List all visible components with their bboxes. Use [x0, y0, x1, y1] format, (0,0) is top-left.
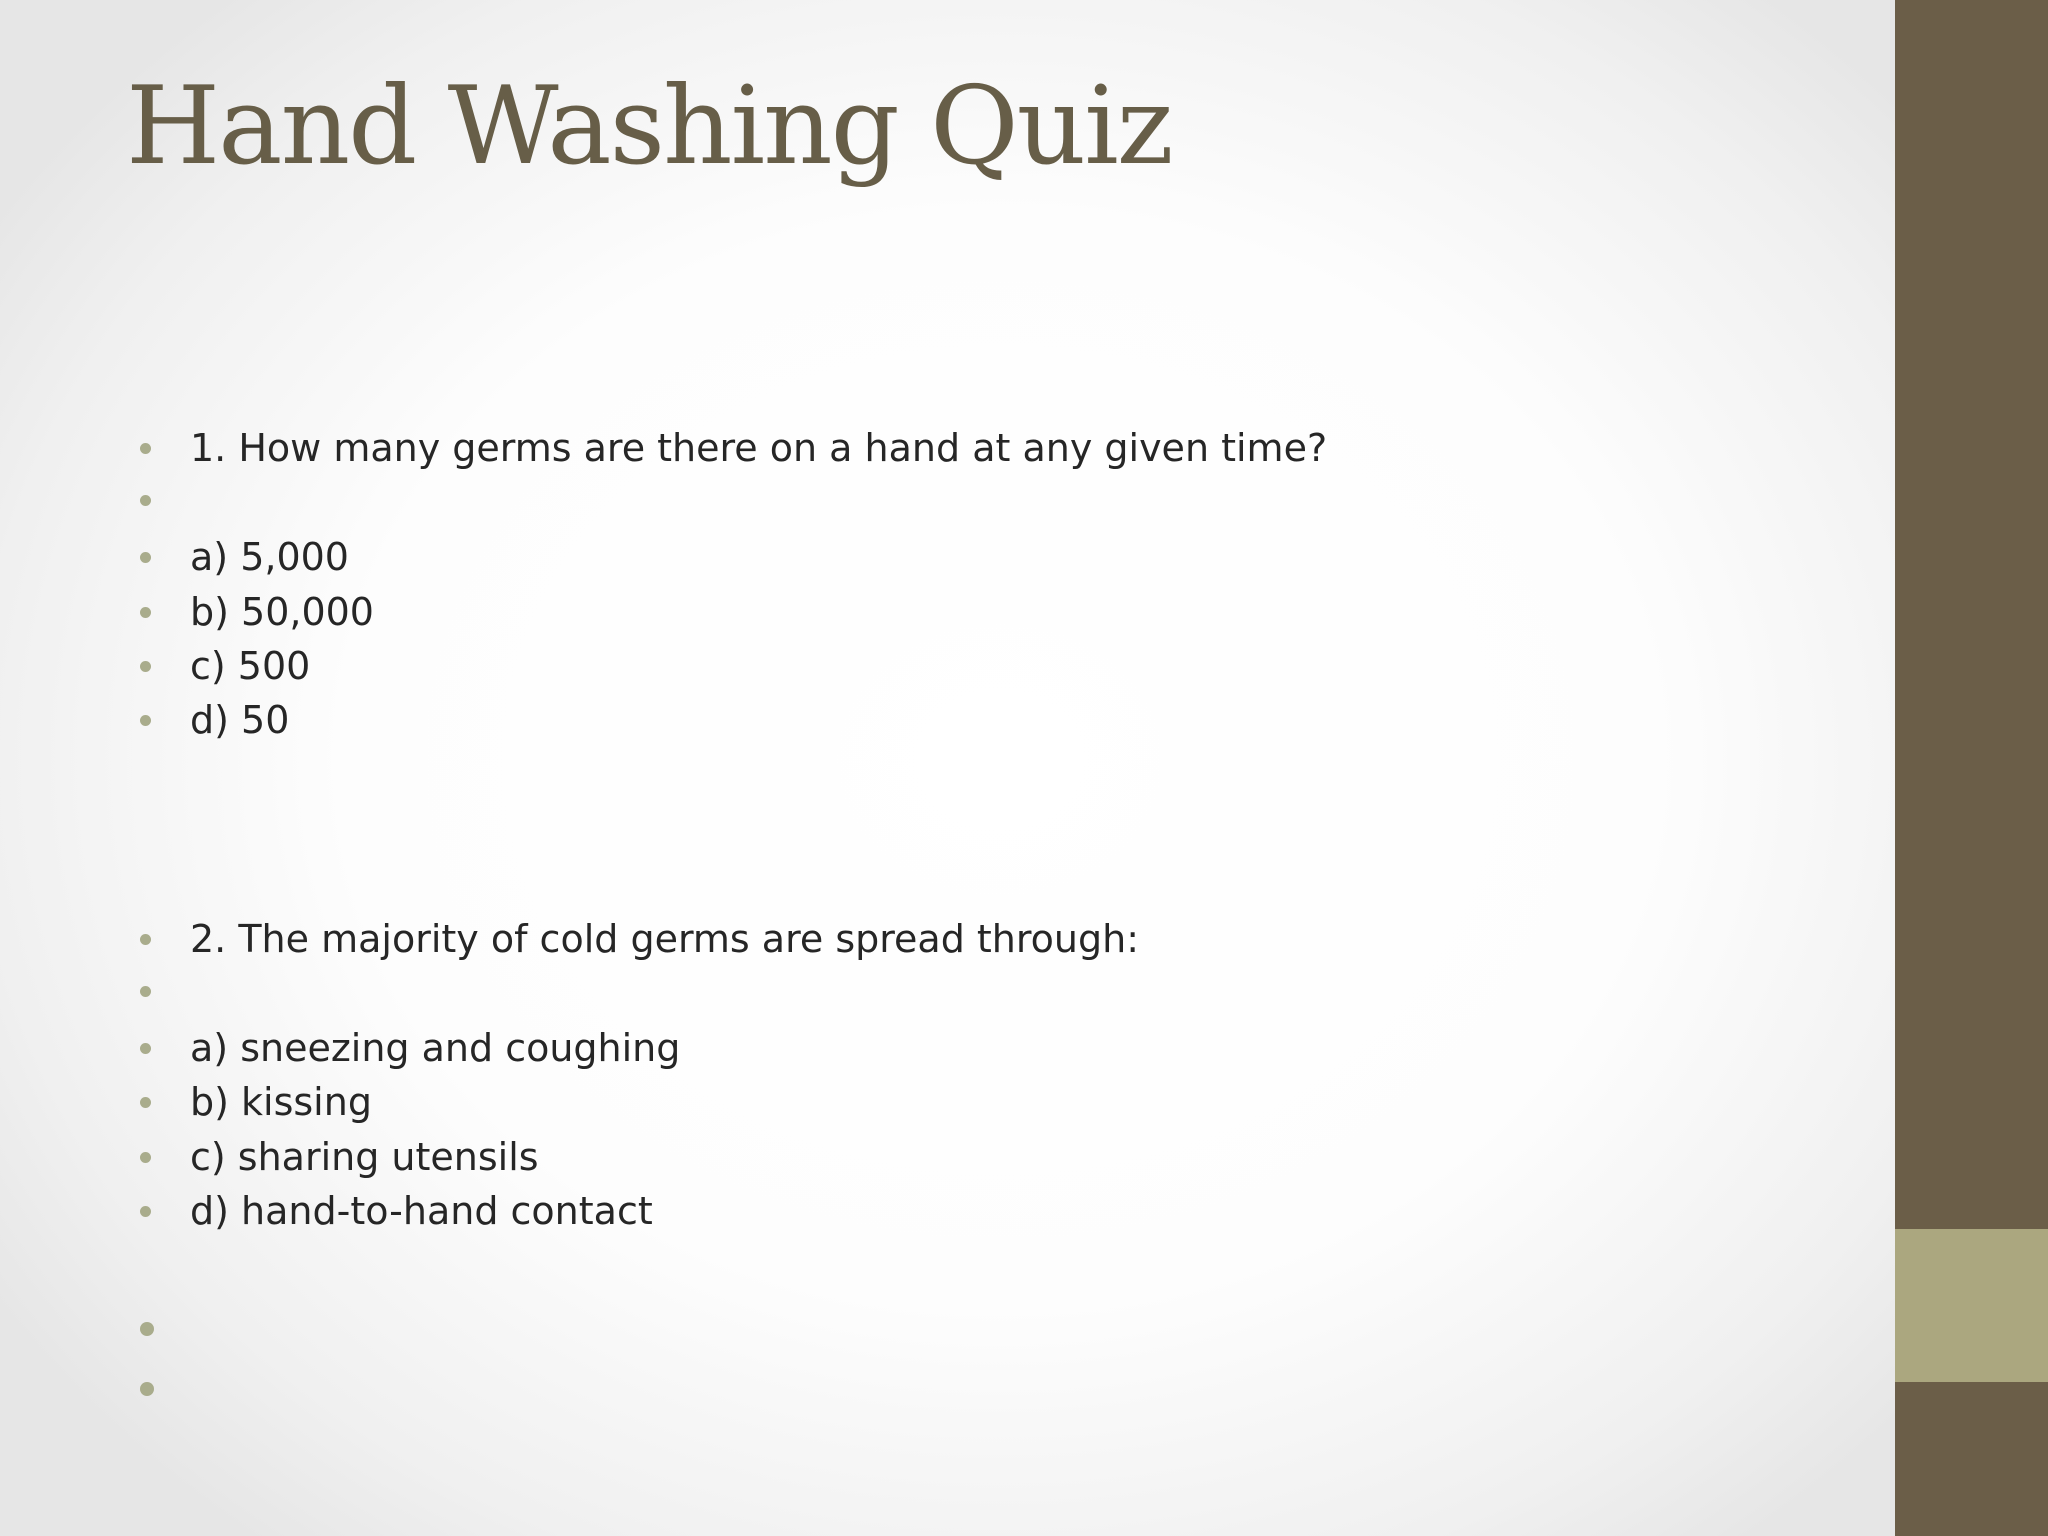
bullet-dot: [140, 607, 151, 618]
bullet-dot: [140, 1152, 151, 1163]
answer-1d-text: d) 50: [190, 698, 290, 742]
bullet-dot: [140, 1097, 151, 1108]
answer-2b-text: b) kissing: [190, 1080, 372, 1124]
slide-title: Hand Washing Quiz: [126, 64, 1172, 189]
bullet-dot: [140, 1043, 151, 1054]
bullet-dot: [140, 1206, 151, 1217]
answer-2d: [140, 1183, 653, 1239]
answer-2c-text: c) sharing utensils: [190, 1135, 539, 1179]
bullet-dot: [140, 1382, 154, 1396]
bullet-dot: [140, 986, 151, 997]
empty-bullet: [140, 963, 190, 1019]
answer-1a: [140, 529, 349, 585]
question-2: [140, 911, 1139, 967]
bullet-dot: [140, 715, 151, 726]
decorative-side-bar-accent: [1895, 1229, 2048, 1382]
answer-1c-text: c) 500: [190, 644, 311, 688]
question-1-text: 1. How many germs are there on a hand at any given time?: [190, 426, 1328, 470]
answer-1d: [140, 692, 289, 748]
answer-1b-text: b) 50,000: [190, 590, 374, 634]
bullet-dot: [140, 552, 151, 563]
bullet-dot: [140, 934, 151, 945]
answer-2a-text: a) sneezing and coughing: [190, 1026, 681, 1070]
bullet-dot: [140, 1322, 154, 1336]
answer-1a-text: a) 5,000: [190, 535, 349, 579]
question-2-text: 2. The majority of cold germs are spread through:: [190, 917, 1140, 961]
answer-1b: [140, 584, 374, 640]
empty-bullet: [140, 1361, 190, 1417]
empty-bullet: [140, 472, 190, 528]
answer-1c: [140, 638, 310, 694]
bullet-dot: [140, 495, 151, 506]
answer-2c: [140, 1129, 539, 1185]
bullet-dot: [140, 443, 151, 454]
answer-2b: [140, 1074, 372, 1130]
empty-bullet: [140, 1301, 190, 1357]
answer-2a: [140, 1020, 680, 1076]
answer-2d-text: d) hand-to-hand contact: [190, 1189, 653, 1233]
bullet-dot: [140, 661, 151, 672]
question-1: [140, 420, 1327, 476]
